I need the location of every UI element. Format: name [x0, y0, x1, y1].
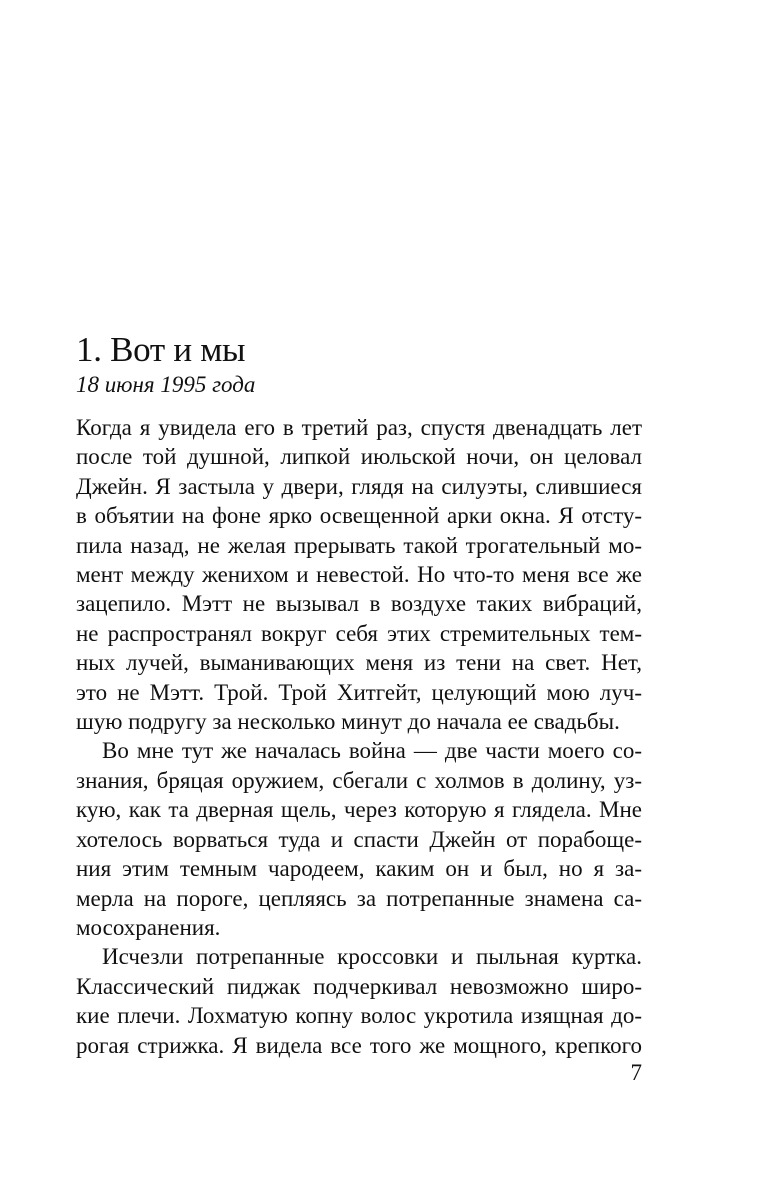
paragraph-3 — [76, 942, 642, 1060]
text-line: это не Мэтт. Трой. Трой Хитгейт, целующий мою луч- — [76, 679, 642, 705]
text-line: в объятии на фоне ярко освещенной арки окна. Я отсту- — [76, 503, 642, 529]
chapter-title: 1. Вот и мы — [76, 330, 246, 369]
page-number: 7 — [630, 1060, 642, 1085]
text-line: Джейн. Я застыла у двери, глядя на силуэты, слившиеся — [76, 473, 642, 499]
text-line: хотелось ворваться туда и спасти Джейн от порабоще- — [76, 826, 642, 852]
text-line: мент между женихом и невестой. Но что-то меня все же — [76, 562, 642, 588]
text-line: кую, как та дверная щель, через которую я глядела. Мне — [76, 797, 642, 823]
text-line: мосохранения. — [76, 914, 221, 940]
chapter-date: 18 июня 1995 года — [76, 372, 256, 397]
text-line: Исчезли потрепанные кроссовки и пыльная куртка. — [102, 944, 642, 970]
paragraph-2 — [76, 736, 642, 942]
text-line: шую подругу за несколько минут до начала ее свадьбы. — [76, 709, 620, 735]
text-line: не распространял вокруг себя этих стремительных тем- — [76, 620, 642, 646]
text-line: после той душной, липкой июльской ночи, он целовал — [76, 444, 642, 470]
text-line: Во мне тут же началась война — две части моего со- — [102, 738, 642, 764]
text-line: мерла на пороге, цепляясь за потрепанные знамена са- — [76, 885, 642, 911]
text-line: кие плечи. Лохматую копну волос укротила изящная до- — [76, 1003, 642, 1029]
text-line: рогая стрижка. Я видела все того же мощного, крепкого — [76, 1032, 642, 1058]
text-line: ния этим темным чародеем, каким он и был, но я за- — [76, 856, 642, 882]
text-line: ных лучей, выманивающих меня из тени на свет. Нет, — [76, 650, 642, 676]
body-text — [76, 413, 642, 1060]
text-line: Когда я увидела его в третий раз, спустя двенадцать лет — [76, 415, 642, 440]
text-line: пила назад, не желая прерывать такой трогательный мо- — [76, 532, 642, 558]
paragraph-1 — [76, 413, 642, 736]
text-line: зацепило. Мэтт не вызывал в воздухе таких вибраций, — [76, 591, 642, 617]
text-line: Классический пиджак подчеркивал невозможно широ- — [76, 973, 642, 999]
text-line: знания, бряцая оружием, сбегали с холмов в долину, уз- — [76, 767, 642, 793]
